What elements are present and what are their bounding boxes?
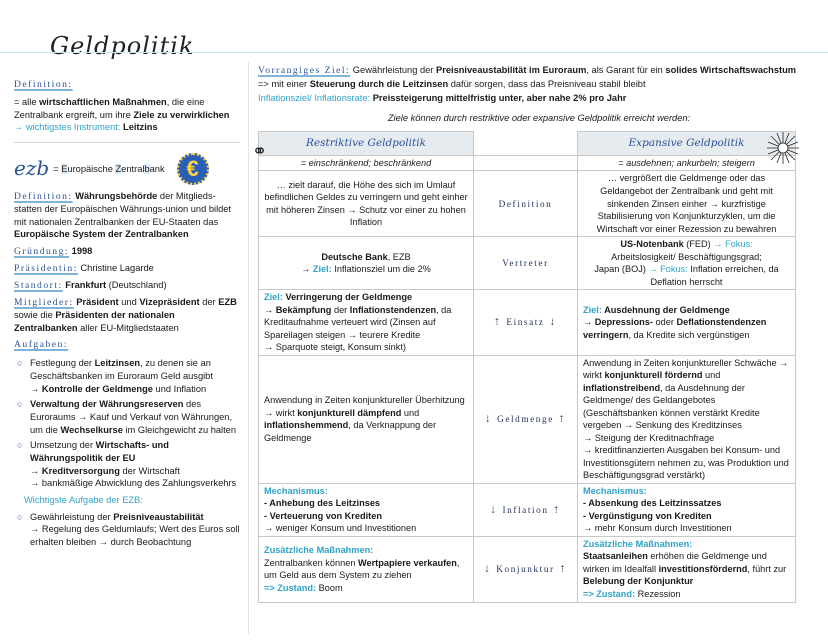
task-item: ○ Umsetzung der Wirtschafts- und Währungspolitik der EU → Kreditversorgung der Wirtschaft → bankmäßige Abwicklung des Zahlungsverkehrs [14, 439, 240, 490]
definition-section [14, 78, 240, 134]
bullet-icon: ○ [17, 440, 23, 451]
table-row [259, 237, 796, 290]
ezb-logo: ezb [14, 156, 50, 181]
page-title: Geldpolitik [50, 32, 195, 60]
header-expansive: Expansive Geldpolitik [578, 131, 796, 155]
tasks-label: Aufgaben: [14, 339, 68, 351]
table-row [259, 536, 796, 602]
policy-note: Ziele können durch restriktive oder expansive Geldpolitik erreicht werden: [387, 113, 691, 124]
cell-right: … vergrößert die Geldmenge oder das Geldangebot der Zentralbank und geht mit sinkenden Zinsen einher → kurzfristige Stabilisierung von Konjunkturzyklen, um die Wirtschaft vor einer Rezession zu bewahren [578, 171, 796, 237]
cell-right: Mechanismus: - Absenkung des Leitzinssatzes - Vergünstigung von Krediten → mehr Konsum durch Investitionen [578, 483, 796, 536]
title-underline [0, 52, 828, 53]
table-subheader-row [259, 155, 796, 171]
restrictive-meaning: = einschränkend; beschränkend [259, 155, 474, 171]
president: Präsidentin: Christine Lagarde [14, 262, 154, 274]
row-label: ⇣ Geldmenge ⇡ [474, 355, 578, 483]
header-restrictive: Restriktive Geldpolitik [259, 131, 474, 155]
members: Mitglieder: Präsident und Vizepräsident der EZB sowie die Präsidenten der nationalen Zentralbanken aller EU-Mitgliedstaaten [14, 297, 237, 333]
goal-steering: => mit einer Steuerung durch die Leitzinsen dafür sorgen, dass das Preisniveau stabil bleibt [258, 79, 646, 90]
task-item: ○ Festlegung der Leitzinsen, zu denen sie an Geschäftsbanken im Euroraum Geld ausgibt → Kontrolle der Geldmenge und Inflation [14, 357, 240, 395]
ezb-fullname: = Europäische Zentralbank [53, 163, 165, 174]
table-row [259, 483, 796, 536]
primary-goal: Vorrangiges Ziel: Gewährleistung der Preisniveaustabilität im Euroraum, als Garant für ein solides Wirtschaftswachstum [258, 65, 797, 76]
ezb-heading [14, 151, 240, 187]
bullet-icon: ○ [17, 511, 23, 522]
table-row [259, 355, 796, 483]
definition-label: Definition: [14, 79, 73, 90]
cell-left: Zusätzliche Maßnahmen: Zentralbanken können Wertpapiere verkaufen, um Geld aus dem System zu ziehen => Zustand: Boom [259, 536, 474, 602]
row-label: ⇣ Konjunktur ⇡ [474, 536, 578, 602]
euro-icon: € [177, 153, 209, 185]
table-row [259, 171, 796, 237]
separator [14, 142, 240, 143]
row-label: ⇣ Inflation ⇡ [474, 483, 578, 536]
ezb-definition: Definition: Währungsbehörde der Mitglieds-statten der Europäischen Währungs-union und bildet mit nationalen Zentralbanken der EU-Staaten das Europäische System der Zentralbanken [14, 190, 232, 240]
cell-left: Mechanismus: - Anhebung des Leitzinses - Verteuerung von Krediten → weniger Konsum und Investitionen [259, 483, 474, 536]
task-item: ○ Gewährleistung der Preisniveaustabilität → Regelung des Geldumlaufs; Wert des Euros soll erhalten bleiben → durch Beobachtung [14, 511, 240, 549]
row-label: Vertreter [474, 237, 578, 290]
row-label: Definition [474, 171, 578, 237]
cell-left: Ziel: Verringerung der Geldmenge → Bekämpfung der Inflationstendenzen, da Kreditaufnahme verteuert wird (Zinsen auf Spareilagen steigen → teurere Kredite → Sparquote steigt, Konsum sinkt) [259, 290, 474, 356]
most-important-label: Wichtigste Aufgabe der EZB: [24, 494, 143, 505]
cell-left: Deutsche Bank, EZB → Ziel: Inflationsziel um die 2% [259, 237, 474, 290]
cell-right: Anwendung in Zeiten konjunktureller Schwäche → wirkt konjunkturell fördernd und inflationstreibend, da Ausdehnung der Geldmenge/ des Geldangebotes (Geschäftsbanken können verstärkt Kredite vergeben → Senkung des Kreditzinses → Steigung der Kreditnachfrage → kreditfinanzierten Ausgaben bei Konsum- und Investitionsgütern nehmen zu, was Produktion und Beschäftigungsgrad verstärkt) [578, 355, 796, 483]
inflation-target: Inflationsziel/ Inflationsrate: Preissteigerung mittelfristig unter, aber nahe 2% pro Jahr [258, 92, 627, 103]
handcuffs-icon: ⚭ [252, 141, 268, 161]
row-label: ⇡ Einsatz ⇣ [474, 290, 578, 356]
sunburst-icon [766, 131, 800, 165]
left-column [14, 78, 240, 551]
bullet-icon: ○ [17, 399, 23, 410]
right-column [252, 64, 820, 603]
location: Standort: Frankfurt (Deutschland) [14, 280, 167, 292]
table-row [259, 290, 796, 356]
column-divider [248, 62, 249, 634]
bullet-icon: ○ [17, 358, 23, 369]
cell-right: US-Notenbank (FED) → Fokus: Arbeitslosigkeit/ Beschäftigungsgrad; Japan (BOJ) → Fokus: Inflation erreichen, da Deflation herrscht [578, 237, 796, 290]
task-item: ○ Verwaltung der Währungsreserven des Euroraums → Kauf und Verkauf von Währungen, um die Wechselkurse im Gleichgewicht zu halten [14, 398, 240, 436]
cell-left: Anwendung in Zeiten konjunktureller Überhitzung → wirkt konjunkturell dämpfend und inflationshemmend, da Verknappung der Geldmenge [259, 355, 474, 483]
definition-text: = alle wirtschaftlichen Maßnahmen, die eine Zentralbank ergreift, um ihre Ziele zu verwirklichen → wichtigstes Instrument: Leitzins [14, 97, 230, 133]
table-header-row [259, 131, 796, 155]
cell-right: Ziel: Ausdehnung der Geldmenge → Depressions- oder Deflationstendenzen verringern, da Kredite sich vergünstigen [578, 290, 796, 356]
cell-left: … zielt darauf, die Höhe des sich im Umlauf befindlichen Geldes zu verringern und geht einher mit höheren Zinsen → Schutz vor einer zu hohen Inflation [259, 171, 474, 237]
expansive-meaning: = ausdehnen; ankurbeln; steigern [578, 155, 796, 171]
founding: Gründung: 1998 [14, 245, 93, 257]
cell-right: Zusätzliche Maßnahmen: Staatsanleihen erhöhen die Geldmenge und wirken im Idealfall investitionsfördernd, führt zur Belebung der Konjunktur => Zustand: Rezession [578, 536, 796, 602]
comparison-table [258, 131, 796, 603]
